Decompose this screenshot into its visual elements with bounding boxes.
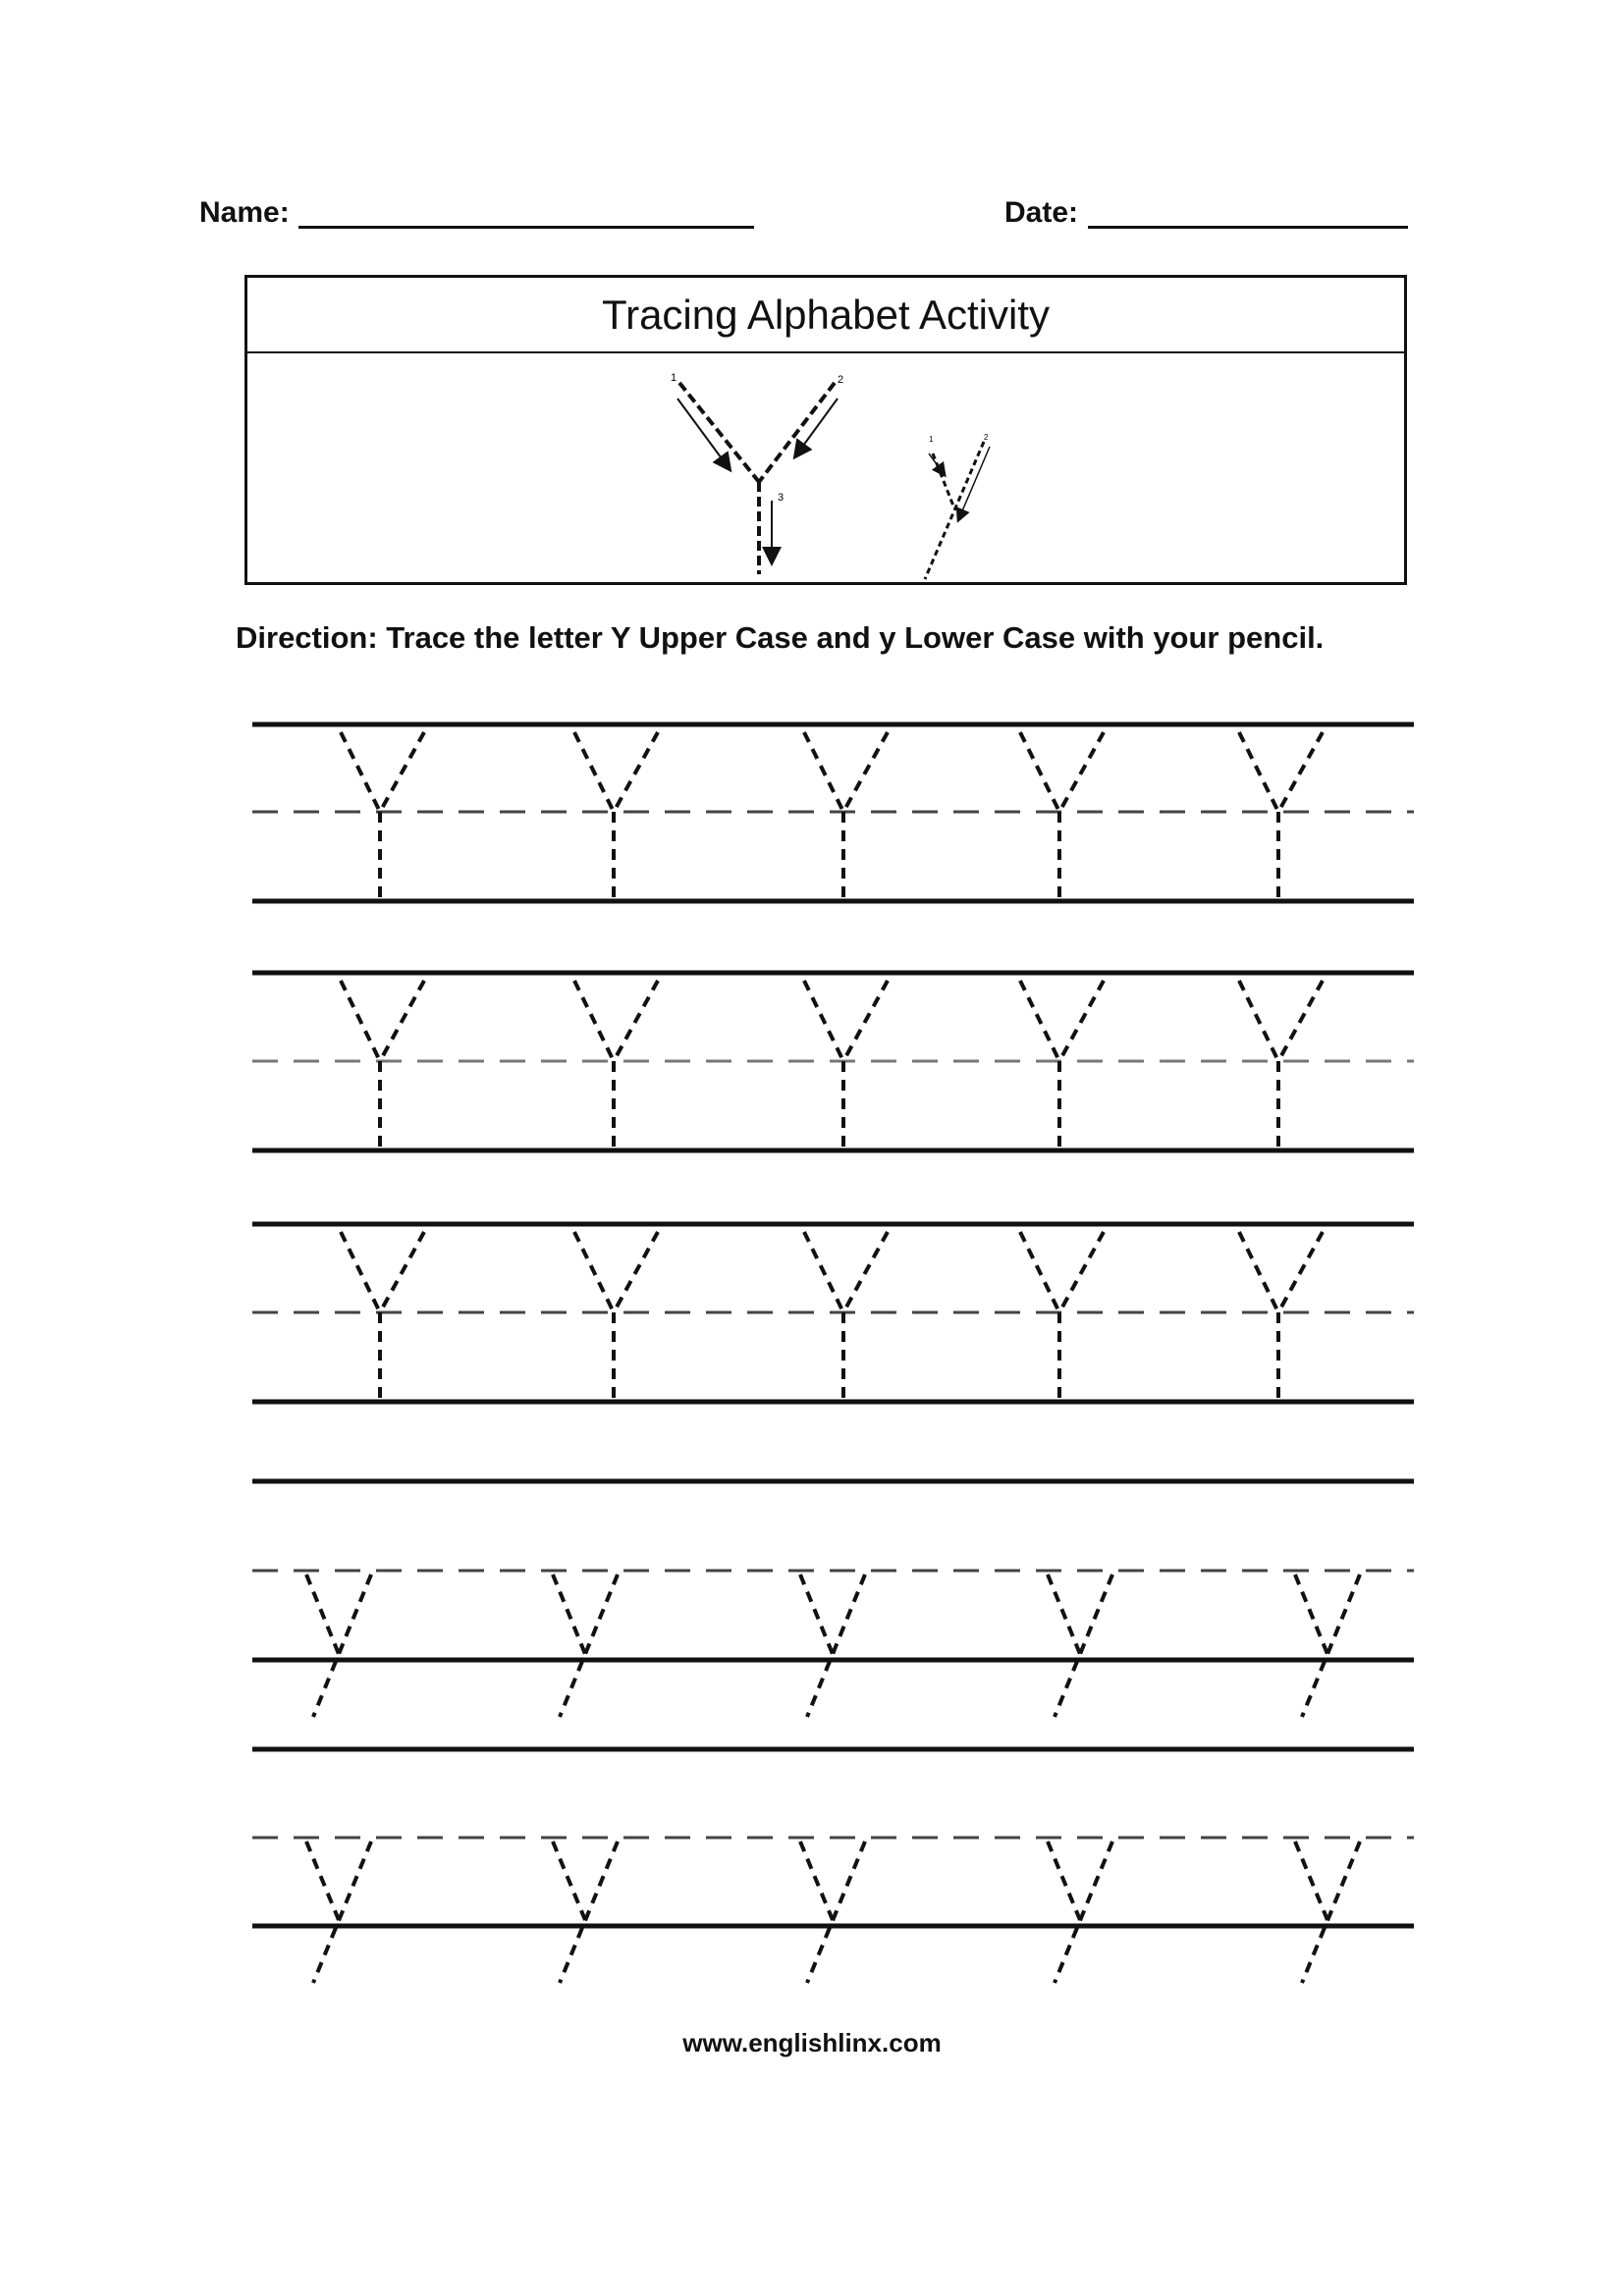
tracing-letter-y-upper bbox=[380, 1232, 424, 1312]
tracing-letter-y-upper bbox=[1278, 1232, 1323, 1312]
tracing-letter-y-lower bbox=[1302, 1575, 1360, 1717]
tracing-letter-y-upper bbox=[1059, 732, 1104, 812]
step-label-3: 3 bbox=[778, 492, 785, 504]
tracing-letter-y-upper bbox=[1059, 981, 1104, 1061]
tracing-letter-y-upper bbox=[614, 732, 658, 812]
lower-step-label-2: 2 bbox=[984, 433, 989, 442]
tracing-letter-y-lower bbox=[800, 1842, 833, 1920]
tracing-letter-y-upper bbox=[804, 732, 843, 812]
tracing-letter-y-lower bbox=[1055, 1842, 1112, 1983]
tracing-letter-y-lower bbox=[807, 1575, 865, 1717]
tracing-letter-y-upper bbox=[380, 732, 424, 812]
tracing-letter-y-lower bbox=[1295, 1842, 1327, 1920]
date-label: Date: bbox=[1004, 196, 1079, 229]
tracing-letter-y-upper bbox=[380, 981, 424, 1061]
tracing-letter-y-lower bbox=[1048, 1842, 1080, 1920]
tracing-letter-y-lower bbox=[553, 1842, 585, 1920]
tracing-letter-y-upper bbox=[614, 1232, 658, 1312]
tracing-letter-y-upper bbox=[1278, 732, 1323, 812]
tracing-letter-y-upper bbox=[1239, 1232, 1278, 1312]
demo-uppercase-y bbox=[671, 372, 843, 574]
tracing-letter-y-lower bbox=[560, 1575, 618, 1717]
tracing-letter-y-lower bbox=[1048, 1575, 1080, 1654]
name-label: Name: bbox=[199, 196, 290, 229]
tracing-letter-y-upper bbox=[574, 1232, 614, 1312]
tracing-letter-y-lower bbox=[306, 1575, 339, 1654]
tracing-letter-y-lower bbox=[1055, 1575, 1112, 1717]
tracing-letter-y-upper bbox=[1239, 732, 1278, 812]
tracing-letter-y-lower bbox=[313, 1575, 371, 1717]
tracing-letter-y-upper bbox=[843, 732, 888, 812]
tracing-letter-y-upper bbox=[1239, 981, 1278, 1061]
tracing-letter-y-upper bbox=[341, 732, 380, 812]
tracing-letter-y-upper bbox=[574, 981, 614, 1061]
tracing-letter-y-lower bbox=[800, 1575, 833, 1654]
tracing-letter-y-lower bbox=[1302, 1842, 1360, 1983]
tracing-letter-y-upper bbox=[804, 1232, 843, 1312]
tracing-letter-y-lower bbox=[306, 1842, 339, 1920]
activity-title: Tracing Alphabet Activity bbox=[247, 278, 1404, 353]
tracing-letter-y-upper bbox=[843, 1232, 888, 1312]
direction-text: Direction: Trace the letter Y Upper Case and y Lower Case with your pencil. bbox=[236, 620, 1325, 655]
tracing-letter-y-lower bbox=[553, 1575, 585, 1654]
tracing-letter-y-lower bbox=[560, 1842, 618, 1983]
tracing-letter-y-upper bbox=[341, 1232, 380, 1312]
practice-area bbox=[252, 724, 1414, 1983]
tracing-letter-y-lower bbox=[807, 1842, 865, 1983]
demo-lowercase-y bbox=[925, 433, 990, 579]
tracing-letter-y-upper bbox=[1020, 981, 1059, 1061]
footer-url: www.englishlinx.com bbox=[682, 2028, 942, 2057]
step-label-2: 2 bbox=[838, 374, 844, 386]
tracing-letter-y-upper bbox=[1059, 1232, 1104, 1312]
tracing-letter-y-upper bbox=[843, 981, 888, 1061]
tracing-letter-y-lower bbox=[313, 1842, 371, 1983]
lower-step-label-1: 1 bbox=[929, 435, 934, 444]
step-label-1: 1 bbox=[671, 372, 677, 384]
tracing-letter-y-upper bbox=[804, 981, 843, 1061]
tracing-letter-y-upper bbox=[341, 981, 380, 1061]
tracing-letter-y-upper bbox=[1020, 1232, 1059, 1312]
tracing-letter-y-upper bbox=[1020, 732, 1059, 812]
tracing-letter-y-upper bbox=[1278, 981, 1323, 1061]
tracing-letter-y-upper bbox=[614, 981, 658, 1061]
tracing-letter-y-lower bbox=[1295, 1575, 1327, 1654]
tracing-letter-y-upper bbox=[574, 732, 614, 812]
